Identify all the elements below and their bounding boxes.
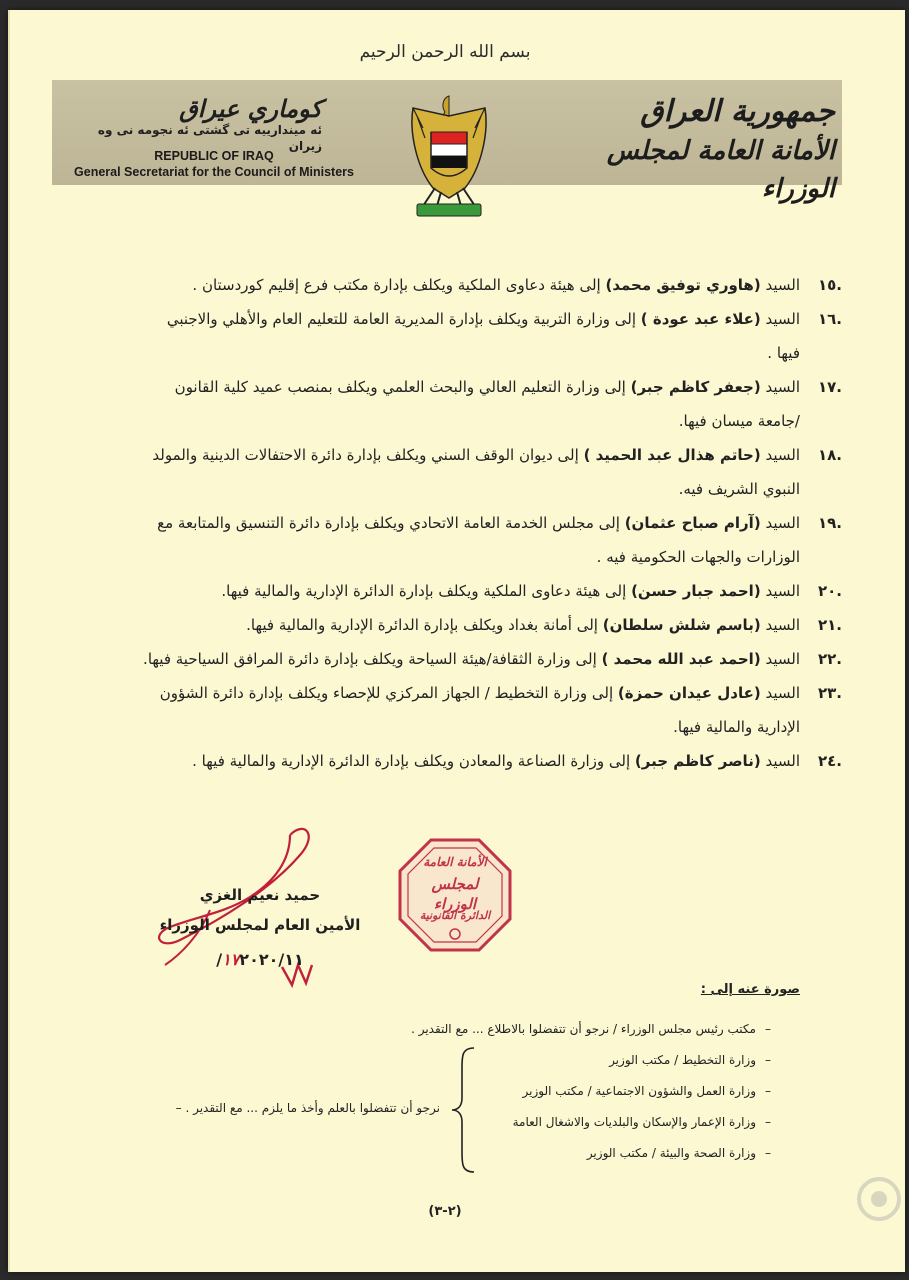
stamp-line-3: الدائرة القانونية (419, 909, 491, 922)
list-item: .٢٢ السيد (احمد عبد الله محمد ) إلى وزارة الثقافة/هيئة السياحة ويكلف بإدارة دائرة المرافق السياحية فيها. (143, 650, 842, 668)
kurdish-subtitle: ئه ميندارييه تى گشتى ئه نجومه نى وه زيران (97, 123, 322, 153)
list-item: .١٦ السيد (علاء عبد عودة ) إلى وزارة التربية ويكلف بإدارة المديرية العامة للتعليم العام والأهلي والاجنبي فيها . (166, 310, 842, 362)
english-line-2: General Secretariat for the Council of Ministers (74, 165, 354, 179)
list-item: .٢١ السيد (باسم شلش سلطان) إلى أمانة بغداد ويكلف بإدارة الدائرة الإدارية والمالية فيها. (246, 616, 842, 634)
arabic-line-2: الأمانة العامة لمجلس الوزراء (606, 136, 835, 204)
list-item: –وزارة التخطيط / مكتب الوزير (609, 1053, 771, 1067)
list-item: .١٥ السيد (هاوري توفيق محمد) إلى هيئة دعاوى الملكية ويكلف بإدارة مكتب فرع إقليم كوردستان . (192, 276, 842, 294)
english-line-1: REPUBLIC OF IRAQ (154, 149, 274, 163)
copy-group-note: نرجو أن تتفضلوا بالعلم وأخذ ما يلزم ... مع التقدير . – (175, 1101, 440, 1115)
official-stamp (396, 836, 514, 954)
iraq-eagle-emblem-icon (403, 88, 495, 223)
signatory-name: حميد نعيم الغزي (199, 886, 321, 904)
list-item: –وزارة العمل والشؤون الاجتماعية / مكتب الوزير (522, 1084, 771, 1098)
list-item: .١٨ السيد (حاتم هذال عبد الحميد ) إلى ديوان الوقف السني ويكلف بإدارة دائرة الاحتفالات الدينية والمولد النبوي الشريف فيه. (152, 446, 842, 498)
list-item: .٢٣ السيد (عادل عيدان حمزة) إلى وزارة التخطيط / الجهاز المركزي للإحصاء ويكلف بإدارة دائرة الشؤون الإدارية والمالية فيها. (159, 684, 842, 736)
arabic-line-1: جمهورية العراق (640, 94, 835, 129)
list-item: .٢٤ السيد (ناصر كاظم جبر) إلى وزارة الصناعة والمعادن ويكلف بإدارة الدائرة الإدارية والمالية فيها . (192, 752, 842, 770)
list-item: –وزارة الإعمار والإسكان والبلديات والاشغال العامة (512, 1115, 771, 1129)
list-item: .٢٠ السيد (احمد جبار حسن) إلى هيئة دعاوى الملكية ويكلف بإدارة الدائرة الإدارية والمالية فيها. (221, 582, 842, 600)
curly-brace-icon (448, 1046, 478, 1174)
page-number: (٢-٣) (428, 1204, 462, 1219)
appointment-list (72, 268, 842, 778)
stamp-line-2: لمجلس الوزراء (431, 875, 479, 913)
kurdish-letterhead (72, 96, 322, 154)
copies-heading: صورة عنه إلى : (700, 982, 800, 997)
list-item: –وزارة الصحة والبيئة / مكتب الوزير (586, 1146, 771, 1160)
app-watermark-icon (855, 1175, 903, 1223)
list-item: .١٧ السيد (جعفر كاظم جبر) إلى وزارة التعليم العالي والبحث العلمي ويكلف بمنصب عميد كلية القانون /جامعة ميسان فيها. (174, 378, 842, 430)
signature-block (150, 880, 370, 980)
arabic-letterhead (570, 92, 835, 208)
list-item: .١٩ السيد (آرام صباح عثمان) إلى مجلس الخدمة العامة الاتحادي ويكلف بإدارة دائرة التنسيق والمتابعة مع الوزارات والجهات الحكومية فيه . (157, 514, 842, 566)
stamp-line-1: الأمانة العامة (423, 855, 487, 869)
basmala: بسم الله الرحمن الرحيم (359, 42, 531, 62)
signatory-title: الأمين العام لمجلس الوزراء (159, 916, 361, 934)
kurdish-title: كوماري عيراق (179, 95, 322, 123)
document-page (8, 10, 905, 1272)
english-letterhead (64, 148, 364, 180)
copy-recipient-first: –مكتب رئيس مجلس الوزراء / نرجو أن تتفضلوا بالاطلاع ... مع التقدير . (411, 1022, 771, 1036)
signature-date: ١٧٢٠٢٠/١١/ (216, 950, 304, 969)
copy-recipient-group (480, 1045, 780, 1169)
